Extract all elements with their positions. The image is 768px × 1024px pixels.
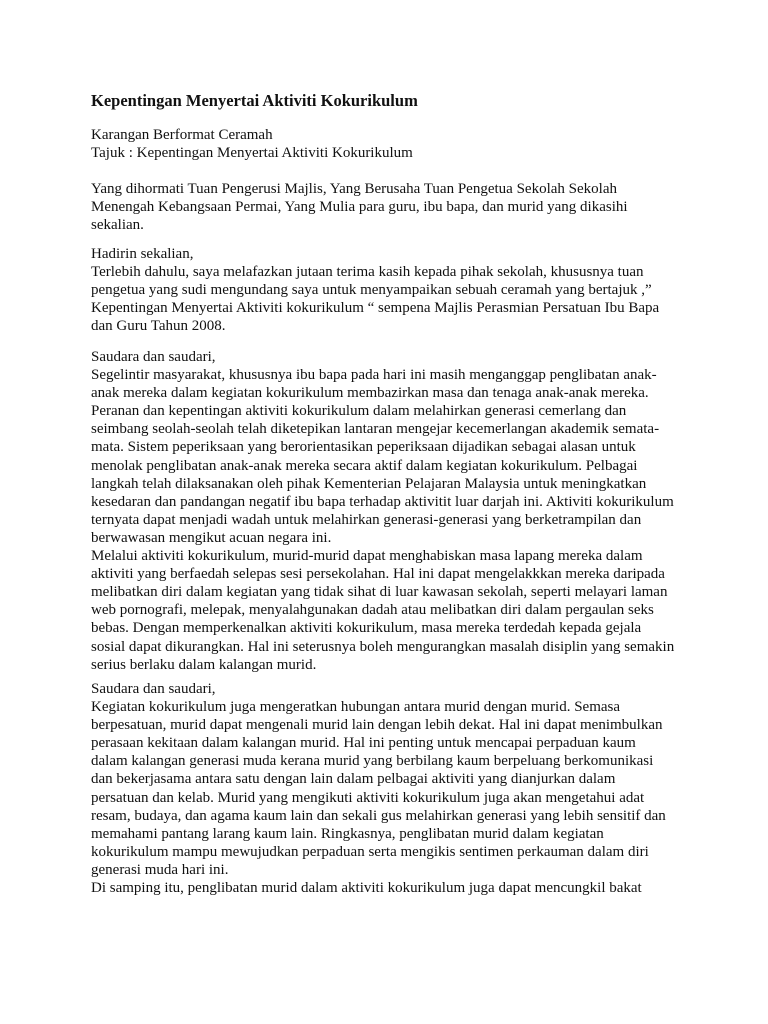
text-line: berwawasan mengikut acuan negara ini. (91, 529, 332, 546)
text-line: pengetua yang sudi mengundang saya untuk menyampaikan sebuah ceramah yang bertajuk ,” (91, 282, 652, 299)
text-line: serius berlaku dalam kalangan murid. (91, 656, 317, 673)
text-line: bebas. Dengan memperkenalkan aktiviti kokurikulum, masa mereka terdedah kepada gejala (91, 620, 642, 637)
text-line: berpesatuan, murid dapat mengenali murid lain dengan lebih dekat. Hal ini dapat menimbulkan (91, 717, 663, 734)
text-line: mata. Sistem peperiksaan yang berorientasikan peperiksaan dijadikan sebagai alasan untuk (91, 439, 636, 456)
text-line: generasi muda hari ini. (91, 861, 229, 878)
intro-paragraph (91, 245, 659, 335)
text-line: Segelintir masyarakat, khususnya ibu bapa pada hari ini masih menganggap penglibatan anak- (91, 367, 657, 384)
text-line: Karangan Berformat Ceramah (91, 127, 273, 143)
body-paragraph-2 (91, 680, 666, 897)
text-line: Peranan dan kepentingan aktiviti kokurikulum dalam melahirkan generasi cemerlang dan (91, 403, 627, 420)
text-line: Hadirin sekalian, (91, 246, 194, 262)
text-line: menolak penglibatan anak-anak mereka secara aktif dalam kegiatan kokurikulum. Pelbagai (91, 457, 638, 474)
text-line: resam, budaya, dan agama kaum lain dan sekali gus melahirkan generasi yang lebih sensitif dan (91, 807, 666, 824)
text-line: web pornografi, melepak, menyalahgunakan dadah atau melibatkan diri dalam pergaulan seks (91, 602, 654, 619)
subheading-block (91, 126, 413, 162)
text-line: Saudara dan saudari, (91, 349, 216, 365)
text-line: Menengah Kebangsaan Permai, Yang Mulia para guru, ibu bapa, dan murid yang dikasihi (91, 199, 628, 216)
text-line: Yang dihormati Tuan Pengerusi Majlis, Yang Berusaha Tuan Pengetua Sekolah Sekolah (91, 181, 617, 197)
body-paragraph-1 (91, 348, 674, 674)
text-line: dan bekerjasama antara satu dengan lain dalam pelbagai aktiviti yang dianjurkan dalam (91, 771, 616, 788)
text-line: Kepentingan Menyertai Aktiviti kokurikulum “ sempena Majlis Perasmian Persatuan Ibu Bapa (91, 300, 660, 317)
text-line: perasaan kekitaan dalam kalangan murid. Hal ini penting untuk mencapai perpaduan kaum (91, 735, 636, 752)
text-line: kokurikulum mampu mewujudkan perpaduan serta mengikis sentimen perkauman dalam diri (91, 843, 649, 860)
text-line: sekalian. (91, 217, 144, 234)
text-line: memahami pantang larang kaum lain. Ringkasnya, penglibatan murid dalam kegiatan (91, 825, 604, 842)
text-line: Saudara dan saudari, (91, 681, 216, 697)
text-line: ternyata dapat menjadi wadah untuk melahirkan generasi-generasi yang berketrampilan dan (91, 511, 642, 528)
text-line: seimbang seolah-seolah telah diketepikan lantaran mengejar kecemerlangan akademik semata- (91, 421, 660, 438)
text-line: dalam kalangan generasi muda kerana murid yang berbilang kaum berpeluang berkomunikasi (91, 753, 654, 770)
text-line: langkah telah dilaksanakan oleh pihak Kementerian Pelajaran Malaysia untuk meningkatkan (91, 475, 647, 492)
salutation-paragraph (91, 180, 628, 234)
text-line: dan Guru Tahun 2008. (91, 318, 226, 335)
text-line: Tajuk : Kepentingan Menyertai Aktiviti Kokurikulum (91, 145, 413, 162)
text-line: persatuan dan kelab. Murid yang mengikuti aktiviti kokurikulum juga akan mengetahui adat (91, 789, 645, 806)
text-line: anak mereka dalam kegiatan kokurikulum membazirkan masa dan tenaga anak-anak mereka. (91, 385, 649, 402)
text-line: Terlebih dahulu, saya melafazkan jutaan terima kasih kepada pihak sekolah, khususnya tuan (91, 264, 644, 281)
text-line: Melalui aktiviti kokurikulum, murid-murid dapat menghabiskan masa lapang mereka dalam (91, 548, 643, 565)
document-title: Kepentingan Menyertai Aktiviti Kokurikulum (91, 91, 418, 110)
text-line: aktiviti yang berfaedah selepas sesi persekolahan. Hal ini dapat mengelakkkan mereka daripada (91, 566, 665, 583)
text-line: sosial dapat dikurangkan. Hal ini seterusnya boleh mengurangkan masalah disiplin yang semakin (91, 638, 675, 655)
text-line: kesedaran dan pandangan negatif ibu bapa terhadap aktivitit luar darjah ini. Aktiviti kokurikulum (91, 493, 674, 510)
text-line: Di samping itu, penglibatan murid dalam aktiviti kokurikulum juga dapat mencungkil bakat (91, 880, 642, 897)
text-line: melibatkan diri dalam kegiatan yang tidak sihat di luar kawasan sekolah, seperti melayari laman (91, 584, 668, 601)
text-line: Kegiatan kokurikulum juga mengeratkan hubungan antara murid dengan murid. Semasa (91, 699, 621, 716)
